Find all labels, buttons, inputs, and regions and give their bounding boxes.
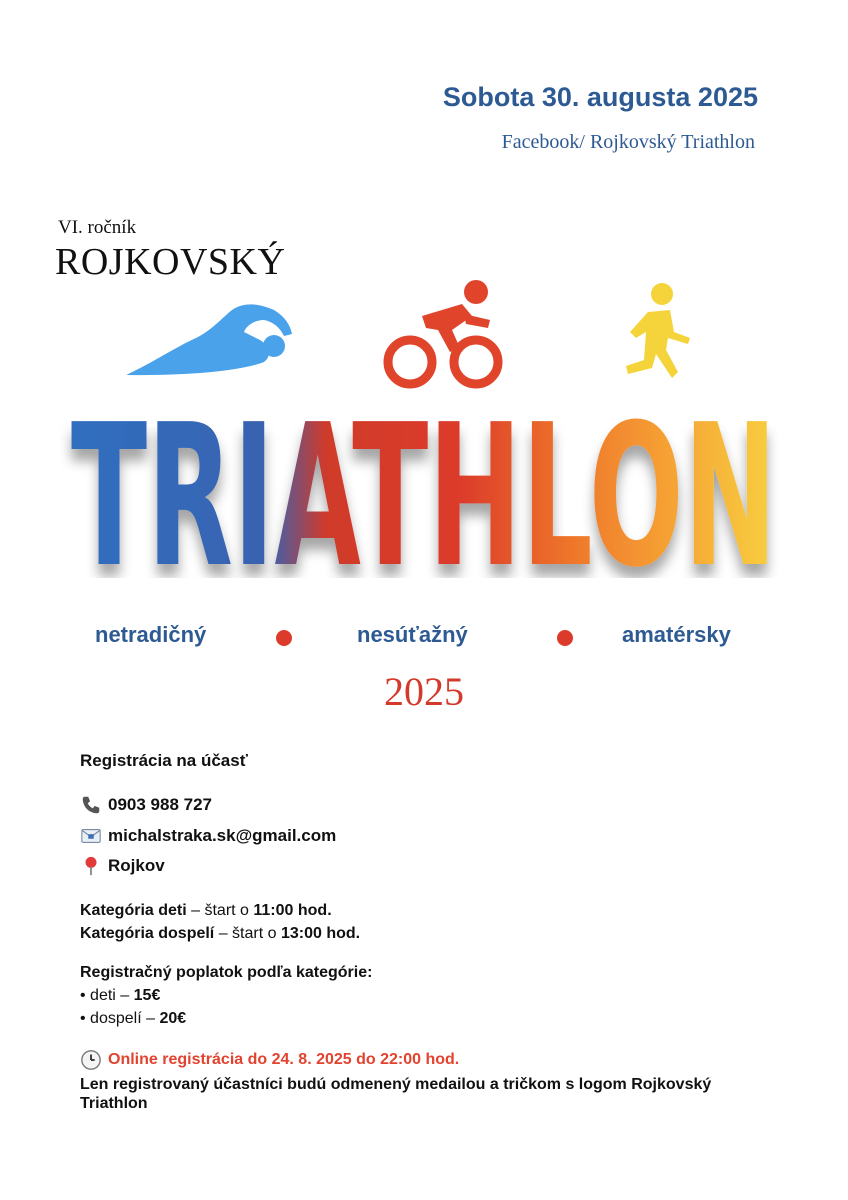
email-address: michalstraka.sk@gmail.com [108, 826, 337, 845]
triathlon-wordmark [0, 378, 848, 578]
fee-adults-price: 20€ [159, 1010, 187, 1027]
clock-icon [80, 1049, 102, 1071]
location-name: Rojkov [108, 856, 165, 875]
phone-icon [80, 794, 102, 816]
event-name: ROJKOVSKÝ [55, 241, 286, 283]
cyclist-icon [380, 272, 500, 392]
location-row [80, 855, 165, 877]
fee-adults-label: • dospelí – [80, 1010, 160, 1027]
deadline-text: Online registrácia do 24. 8. 2025 do 22:00 hod. [108, 1051, 460, 1068]
fee-kids [80, 987, 160, 1005]
fee-heading: Registračný poplatok podľa kategórie: [80, 964, 373, 981]
phone-row[interactable] [80, 794, 212, 816]
location-pin-icon [80, 855, 102, 877]
category-kids-time: 11:00 hod. [253, 902, 332, 919]
event-year: 2025 [384, 669, 464, 714]
phone-number: 0903 988 727 [108, 795, 212, 814]
edition-label: VI. ročník [58, 217, 137, 238]
runner-icon [618, 282, 698, 392]
reward-note: Len registrovaný účastníci budú odmenený medailou a tričkom s logom Rojkovský Triathlon [80, 1076, 712, 1112]
registration-heading: Registrácia na účasť [80, 751, 248, 770]
fee-adults [80, 1010, 186, 1028]
category-adults-text: – štart o [214, 925, 281, 942]
fee-kids-price: 15€ [133, 987, 161, 1004]
facebook-link[interactable]: Facebook/ Rojkovský Triathlon [501, 131, 755, 153]
tagline-netradicny: netradičný [95, 622, 207, 647]
fee-kids-label: • deti – [80, 987, 134, 1004]
email-row[interactable] [80, 825, 336, 847]
tagline-amatersky: amatérsky [622, 622, 731, 647]
category-adults-label: Kategória dospelí [80, 925, 215, 942]
category-adults [80, 925, 360, 943]
swimmer-icon [124, 300, 299, 380]
wordmark-text: TRIATHLON [71, 383, 777, 578]
email-icon [80, 825, 102, 847]
category-adults-time: 13:00 hod. [280, 925, 361, 942]
category-kids-label: Kategória deti [80, 902, 187, 919]
category-kids [80, 902, 332, 920]
tagline-nesutazny: nesúťažný [357, 622, 468, 647]
bullet-dot [276, 630, 292, 646]
category-kids-text: – štart o [186, 902, 254, 919]
deadline-row [80, 1049, 459, 1071]
bullet-dot [557, 630, 573, 646]
event-date: Sobota 30. augusta 2025 [442, 82, 758, 112]
